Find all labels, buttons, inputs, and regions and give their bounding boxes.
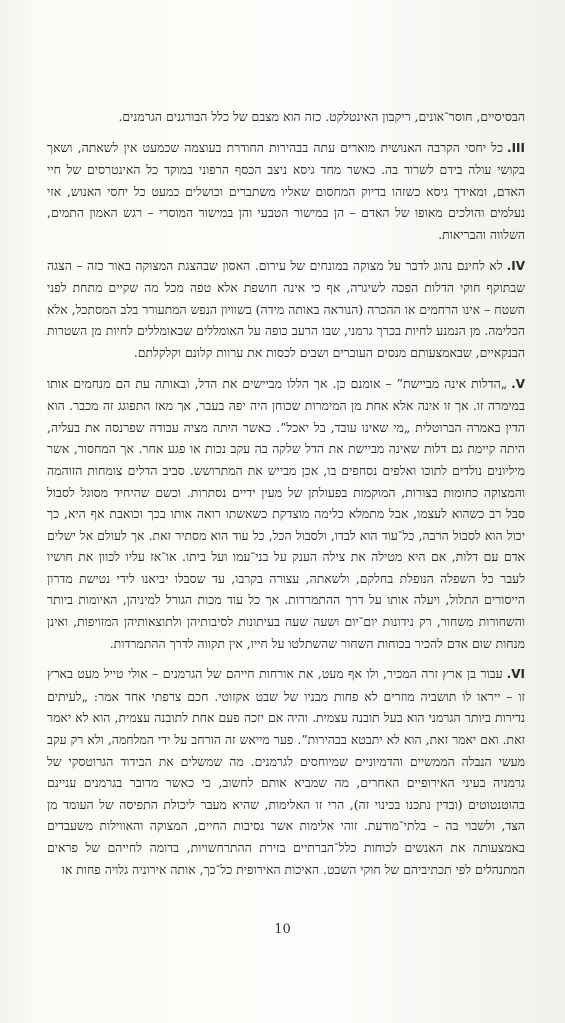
section-6 [47,663,525,880]
paragraph-text: עבור בן ארץ זרה המכיר, ולו אף מעט, את אורחות חייהם של הגרמנים – אולי טייל מעט בארץ זו – ייראו לו תושביה מוזרים לא פחות מבניו של שבט אקזוטי. חכם צרפתי אחד אמר: „לעיתים נדירות ביותר הגרמני הוא בעל תובנה עצמית. והיה אם יזכה פעם אחת לתובנה עצמית, הוא לא יאמר זאת. ואם יאמר זאת, הוא לא יתבטא בבהירות”. פער מייאש זה הורחב על ידי המלחמה, ולא רק עקב מעשי הנבלה הממשיים והדמיוניים שמיוחסים לגרמנים. מה שמשלים את הבידוד הגרוטסקי של גרמניה בעיני האירופיים האחרים, מה שמביא אותם לחשוב, כי כאשר מדובר בגרמנים עניינם בהוטנטוטים (ובדין נתכנו בכינוי זה), הרי זו האלימות, שהיא מעבר ליכולת התפיסה של העומד מן הצד, ולשבוי בה – בלתי־מודעת. זוהי אלימות אשר נסיבות החיים, המצוקה והאווילות משעבדים באמצעותה את האנשים לכוחות כלל־הברתיים בזירת ההתרחשויות, בדומה לחייהם של פראים המתנהלים לפי תכתיביהם של חוקי השבט. האיכות האירופית כל־כך, אותה אירוניה גלויה פחות או [47,666,525,877]
section-number: III. [507,140,525,155]
page-number: 10 [274,922,291,937]
section-5 [47,373,525,655]
page-body-text [47,106,525,880]
paragraph-text: כל יחסי הקרבה האנושית מוארים עתה בבהירות החודרת בעוצמה שכמעט אין לשאתה, ושאך בקושי עולה בידם לשרוד בה. כאשר מחד גיסא ניצב הכסף הרפוני במוקד כל האינטרסים של חיי האדם, ומאידך גיסא כשזהו בדיוק המחסום שאליו משתברים וכושלים כמעט כל יחסי האנוש, אזי נעלמים והולכים מאופו של האדם – הן במישור הטבעי והן במישור המוסרי – רגש האמון התמים, השלווה והבריאות. [47,139,525,242]
paragraph-text: הבסיסיים, חוסר־אונים, ריקבון האינטלקט. כזה הוא מצבם של כלל הבורגנים הגרמנים. [118,109,525,124]
section-number: V. [511,376,525,391]
paragraph-text: „הדלות אינה מביישת” – אומנם כן. אך הללו מביישים את הדל, ובאותה עת הם מנחמים אותו במימרה זו. אך זו אינה אלא אחת מן המימרות שכוחן היה יפה בעבר, אך מאז התפוגג זה מכבר. הוא הדין באמרה הברוטלית „מי שאינו עובד, בל יאכל”. כאשר היתה מציה עבודה שפרנסה את בעליה, היתה קיימת גם דלות שאינה מביישת את הדל שלקה בה עקב נכות או פגע אחר. אך המחסור, אשר מיליונים נולדים לתוכו ואלפים נסחפים בו, אכן מבייש את המתרושש. סביב הדלים צומחות הזוהמה והמצוקה כחומות בצורות, המוקמות בפעולתן של מעין ידיים נסתרות. וכשם שהיחיד מסוגל לסבול סבל רב כשהוא לעצמו, אבל מתמלא כלימה מוצדקת כשאשתו רואה אותו בכך וכואבת אף היא, כך יכול הוא לסבול הרבה, כל־עוד הוא לבדו, ולסבול הכל, כל עוד הוא מסתיר זאת. אך לעולם אל ישלים אדם עם דלות, אם היא מטילה את צילה הענק על בני־עמו ועל ביתו. או־אז עליו לכוון את חושיו לעבר כל השפלה הנופלת בחלקם, ולשאתה, עצורה בקרבו, עד שסבלו יביאנו לידי נטישת מדרון הייסורים התלול, ויעלה אותו על דרך ההתמרדות. אך כל עוד מכות הגורל למיניהן, האיומות ביותר והשחורות משחור, רק נידונות יום־יום ושעה שעה בעיתונות לסיבותיהן ולתוצאותיהן המזויפות, ואינן מנחות שום אדם להכיר בכוחות השחור שהשתלטו על חייו, אין תקווה לדרך ההתמרדות. [47,375,525,651]
paragraph-continuation [47,106,525,128]
section-4 [47,255,525,364]
section-number: VI. [506,667,525,682]
paragraph-text: לא לחינם נהוג לדבר על מצוקה במונחים של עירום. האסון שבהצגת המצוקה באור כזה – הצגה שבתוקף חוקי הדלות הפכה לשיגרה, אף כי אינה חושפת אלא טפה מכל מה שקיים מתחת לפני השטח – אינו הרחמים או ההכרה (הנוראה באותה מידה) בשוויון הנפש המתעורר בלב המסתכל, אלא הכלימה. מן הנמנע לחיות בכרך גרמני, שבו הרעב כופה על האומללים שבאומללים לחיות מן השטרות הבנקאיים, שבאמצעותם מנסים העוברים ושבים לכסות את ערוות קלונם וקלקלתם. [47,257,525,360]
section-number: IV. [506,258,525,273]
section-3 [47,137,525,246]
